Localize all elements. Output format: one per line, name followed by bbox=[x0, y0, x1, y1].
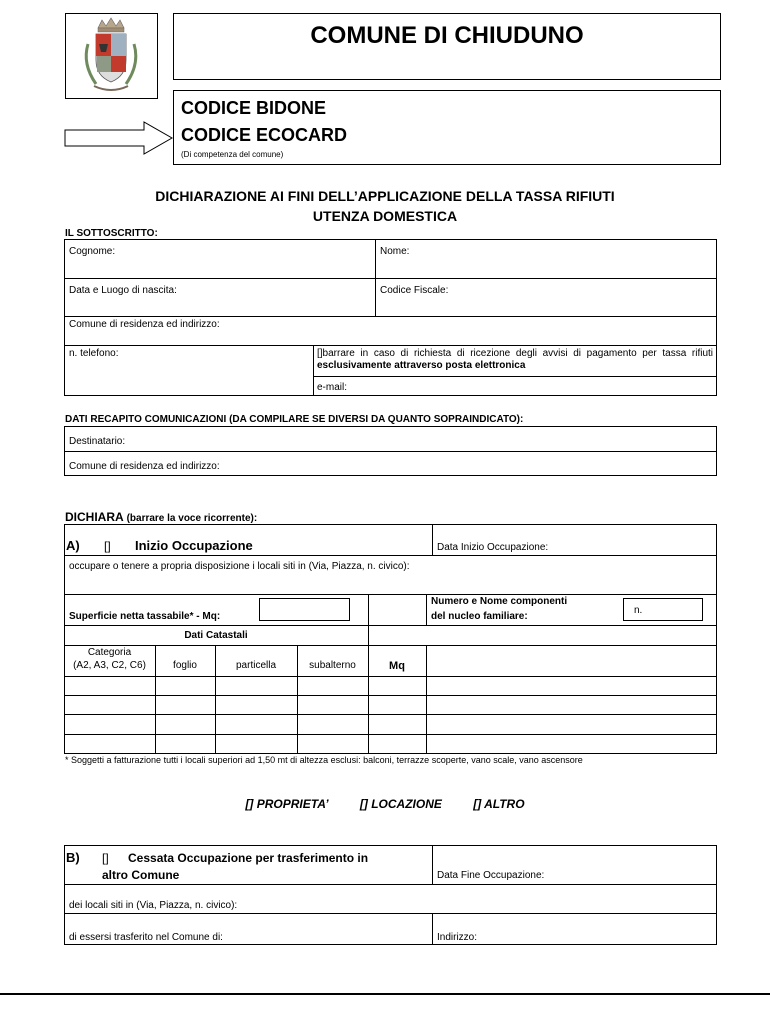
data-luogo-nascita-field[interactable]: Data e Luogo di nascita: bbox=[69, 285, 177, 296]
numero-nome-label-1: Numero e Nome componenti bbox=[431, 596, 568, 607]
indirizzo-field[interactable]: Indirizzo: bbox=[437, 932, 478, 943]
comune-trasferimento-field[interactable]: di essersi trasferito nel Comune di: bbox=[69, 932, 223, 943]
destinatario-field[interactable]: Destinatario: bbox=[69, 436, 126, 447]
telefono-field[interactable]: n. telefono: bbox=[69, 348, 119, 359]
email-option-checkbox[interactable]: []barrare in caso di richiesta di ricezione degli avvisi di pagamento per tassa rifiuti esclusivamente attraverso posta elettronica bbox=[317, 348, 713, 371]
col-foglio: foglio bbox=[173, 660, 197, 671]
data-inizio-field[interactable]: Data Inizio Occupazione: bbox=[437, 542, 549, 553]
sottoscritto-frame bbox=[64, 239, 717, 396]
section-b-letter: B) bbox=[66, 850, 80, 865]
codice-bidone-label: CODICE BIDONE bbox=[181, 98, 327, 118]
col-mq: Mq bbox=[389, 660, 405, 672]
footnote: * Soggetti a fatturazione tutti i locali superiori ad 1,50 mt di altezza esclusi: balconi, terrazze scoperte, vano scale, vano ascensore bbox=[65, 755, 583, 765]
recapito-heading: DATI RECAPITO COMUNICAZIONI (DA COMPILARE SE DIVERSI DA QUANTO SOPRAINDICATO): bbox=[65, 414, 524, 425]
inizio-occupazione-checkbox[interactable]: [] bbox=[104, 539, 111, 553]
col-categoria-2: (A2, A3, C2, C6) bbox=[73, 660, 146, 671]
n-label: n. bbox=[634, 605, 643, 616]
declaration-title-line1: DICHIARAZIONE AI FINI DELL’APPLICAZIONE DELLA TASSA RIFIUTI bbox=[155, 188, 615, 204]
col-subalterno: subalterno bbox=[309, 660, 356, 671]
option-proprieta-checkbox[interactable]: [] PROPRIETA’ bbox=[245, 797, 329, 811]
cessata-title-2: altro Comune bbox=[102, 868, 180, 882]
cessata-title-1: Cessata Occupazione per trasferimento in bbox=[128, 851, 369, 865]
dati-catastali-label: Dati Catastali bbox=[184, 630, 248, 641]
page-divider bbox=[0, 993, 770, 995]
data-fine-field[interactable]: Data Fine Occupazione: bbox=[437, 870, 545, 881]
option-altro-checkbox[interactable]: [] ALTRO bbox=[473, 797, 525, 811]
coat-of-arms-icon bbox=[66, 14, 157, 98]
occupare-locali-field[interactable]: occupare o tenere a propria disposizione i locali siti in (Via, Piazza, n. civico): bbox=[69, 561, 410, 572]
tipo-occupazione-options bbox=[0, 797, 770, 811]
numero-nome-label-2: del nucleo familiare: bbox=[431, 611, 528, 622]
superficie-label: Superficie netta tassabile* - Mq: bbox=[69, 611, 221, 622]
codice-fiscale-field[interactable]: Codice Fiscale: bbox=[380, 285, 449, 296]
comune-residenza-field[interactable]: Comune di residenza ed indirizzo: bbox=[69, 319, 220, 330]
codice-ecocard-label: CODICE ECOCARD bbox=[181, 125, 348, 145]
recapito-comune-field[interactable]: Comune di residenza ed indirizzo: bbox=[69, 461, 220, 472]
option-locazione-checkbox[interactable]: [] LOCAZIONE bbox=[359, 797, 442, 811]
cessata-occupazione-checkbox[interactable]: [] bbox=[102, 851, 109, 865]
code-note: (Di competenza del comune) bbox=[181, 150, 284, 159]
page-title: COMUNE DI CHIUDUNO bbox=[310, 22, 584, 49]
inizio-occupazione-title: Inizio Occupazione bbox=[135, 538, 253, 553]
col-categoria-1: Categoria bbox=[87, 647, 132, 658]
col-particella: particella bbox=[235, 660, 277, 671]
dichiara-heading: DICHIARA (barrare la voce ricorrente): bbox=[65, 510, 258, 524]
arrow-right-icon bbox=[64, 121, 174, 155]
coat-of-arms-frame bbox=[65, 13, 158, 99]
sottoscritto-heading: IL SOTTOSCRITTO: bbox=[65, 228, 158, 239]
nome-field[interactable]: Nome: bbox=[380, 246, 410, 257]
declaration-title bbox=[0, 186, 770, 226]
declaration-title-line2: UTENZA DOMESTICA bbox=[312, 208, 458, 224]
section-a-letter: A) bbox=[66, 538, 80, 553]
cognome-field[interactable]: Cognome: bbox=[69, 246, 116, 257]
locali-field[interactable]: dei locali siti in (Via, Piazza, n. civico): bbox=[69, 900, 238, 911]
email-field[interactable]: e-mail: bbox=[317, 382, 348, 393]
superficie-input[interactable] bbox=[259, 598, 350, 621]
